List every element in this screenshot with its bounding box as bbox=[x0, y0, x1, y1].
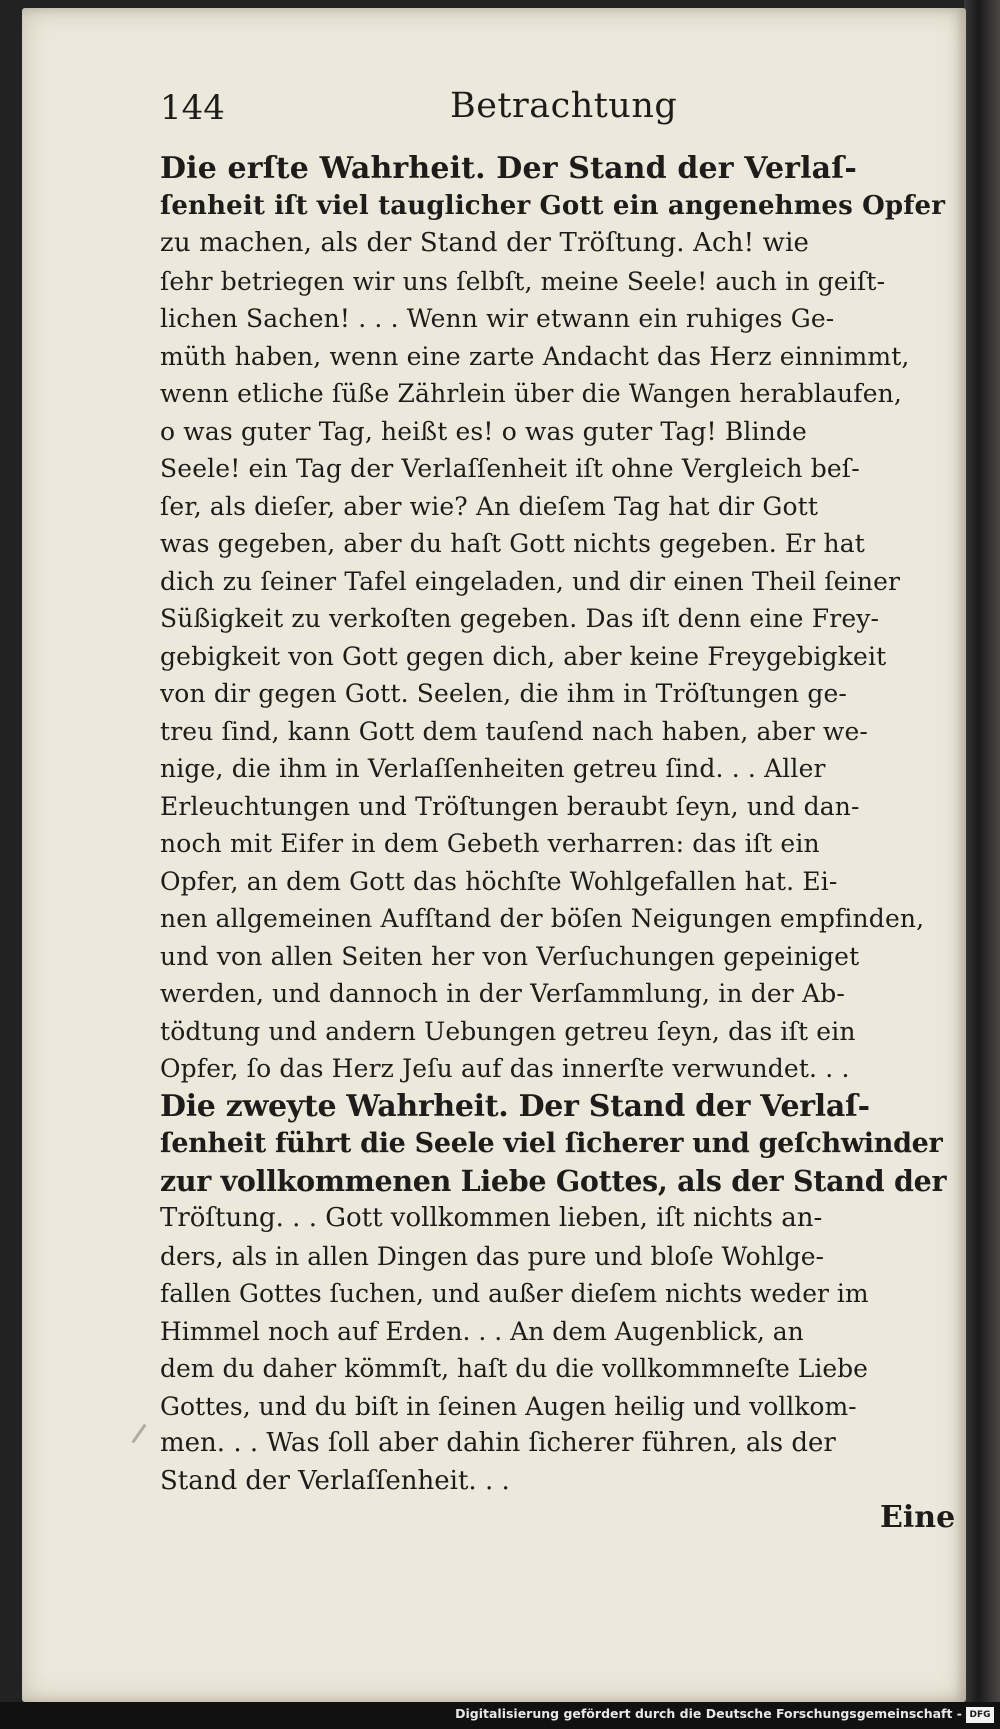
text-line: Opfer, an dem Gott das höchſte Wohlgefallen hat. Ei- bbox=[160, 866, 838, 896]
text-line: gebigkeit von Gott gegen dich, aber keine Freygebigkeit bbox=[160, 641, 887, 671]
text-line: dem du daher kömmſt, haſt du die vollkommneſte Liebe bbox=[160, 1354, 868, 1383]
footer-bar bbox=[0, 1702, 1000, 1729]
text-line: nige, die ihm in Verlaſſenheiten getreu ſind. . . Aller bbox=[160, 754, 826, 783]
page-header bbox=[160, 80, 678, 130]
text-line: fallen Gottes ſuchen, und außer dieſem nichts weder im bbox=[160, 1279, 869, 1308]
text-line: werden, und dannoch in der Verſammlung, in der Ab- bbox=[160, 979, 845, 1008]
text-line: wenn etliche ſüße Zährlein über die Wangen herablaufen, bbox=[160, 379, 902, 408]
text-line: Opfer, ſo das Herz Jeſu auf das innerſte verwundet. . . bbox=[160, 1054, 850, 1083]
paragraph-second-truth bbox=[160, 1088, 950, 1501]
text-line: o was guter Tag, heißt es! o was guter Tag! Blinde bbox=[160, 416, 807, 446]
text-line: müth haben, wenn eine zarte Andacht das Herz einnimmt, bbox=[160, 341, 910, 371]
text-line: von dir gegen Gott. Seelen, die ihm in Tröſtungen ge- bbox=[160, 679, 848, 708]
text-line: Die zweyte Wahrheit. Der Stand der Verlaſ- bbox=[160, 1088, 870, 1124]
page-number: 144 bbox=[160, 88, 225, 128]
text-line: Tröſtung. . . Gott vollkommen lieben, iſt nichts an- bbox=[160, 1203, 823, 1233]
text-line: Himmel noch auf Erden. . . An dem Augenblick, an bbox=[160, 1316, 804, 1346]
text-line: treu ſind, kann Gott dem tauſend nach haben, aber we- bbox=[160, 716, 868, 746]
running-head: Betrachtung bbox=[450, 86, 678, 126]
text-line: zu machen, als der Stand der Tröſtung. Ach! wie bbox=[160, 228, 810, 258]
text-line: Erleuchtungen und Tröſtungen beraubt ſeyn, und dan- bbox=[160, 791, 860, 821]
text-line: zur vollkommenen Liebe Gottes, als der Stand der bbox=[160, 1163, 947, 1198]
body-text bbox=[160, 150, 950, 1500]
paragraph-first-truth bbox=[160, 150, 950, 1088]
text-line: Süßigkeit zu verkoſten gegeben. Das iſt denn eine Frey- bbox=[160, 604, 880, 633]
text-line: ſenheit iſt viel tauglicher Gott ein angenehmes Opfer bbox=[160, 190, 946, 221]
text-line: ſer, als dieſer, aber wie? An dieſem Tag hat dir Gott bbox=[160, 491, 819, 521]
text-line: Seele! ein Tag der Verlaſſenheit iſt ohne Vergleich beſ- bbox=[160, 454, 860, 483]
funding-notice: Digitalisierung gefördert durch die Deutsche Forschungsgemeinschaft - bbox=[455, 1706, 962, 1721]
text-line: Stand der Verlaſſenheit. . . bbox=[160, 1465, 510, 1496]
text-line: tödtung und andern Uebungen getreu ſeyn, das iſt ein bbox=[160, 1016, 856, 1046]
text-line: nen allgemeinen Aufſtand der böſen Neigungen empfinden, bbox=[160, 904, 925, 933]
text-line: ſehr betriegen wir uns ſelbſt, meine Seele! auch in geiſt- bbox=[160, 266, 886, 296]
text-line: und von allen Seiten her von Verſuchungen gepeiniget bbox=[160, 941, 860, 971]
text-line: Die erſte Wahrheit. Der Stand der Verlaſ- bbox=[160, 151, 857, 186]
text-line: was gegeben, aber du haſt Gott nichts gegeben. Er hat bbox=[160, 529, 865, 558]
text-line: dich zu ſeiner Tafel eingeladen, und dir einen Theil ſeiner bbox=[160, 566, 901, 596]
text-line: noch mit Eifer in dem Gebeth verharren: das iſt ein bbox=[160, 829, 820, 858]
dfg-logo: DFG bbox=[966, 1707, 994, 1723]
text-line: lichen Sachen! . . . Wenn wir etwann ein ruhiges Ge- bbox=[160, 304, 835, 333]
text-line: men. . . Was ſoll aber dahin ſicherer führen, als der bbox=[160, 1428, 836, 1458]
text-line: ſenheit führt die Seele viel ſicherer und geſchwinder bbox=[160, 1128, 943, 1159]
text-line: Gottes, und du biſt in ſeinen Augen heilig und vollkom- bbox=[160, 1391, 857, 1421]
catchword: Eine bbox=[880, 1500, 956, 1535]
scan-edge bbox=[964, 0, 1000, 1729]
text-line: ders, als in allen Dingen das pure und bloſe Wohlge- bbox=[160, 1241, 824, 1271]
